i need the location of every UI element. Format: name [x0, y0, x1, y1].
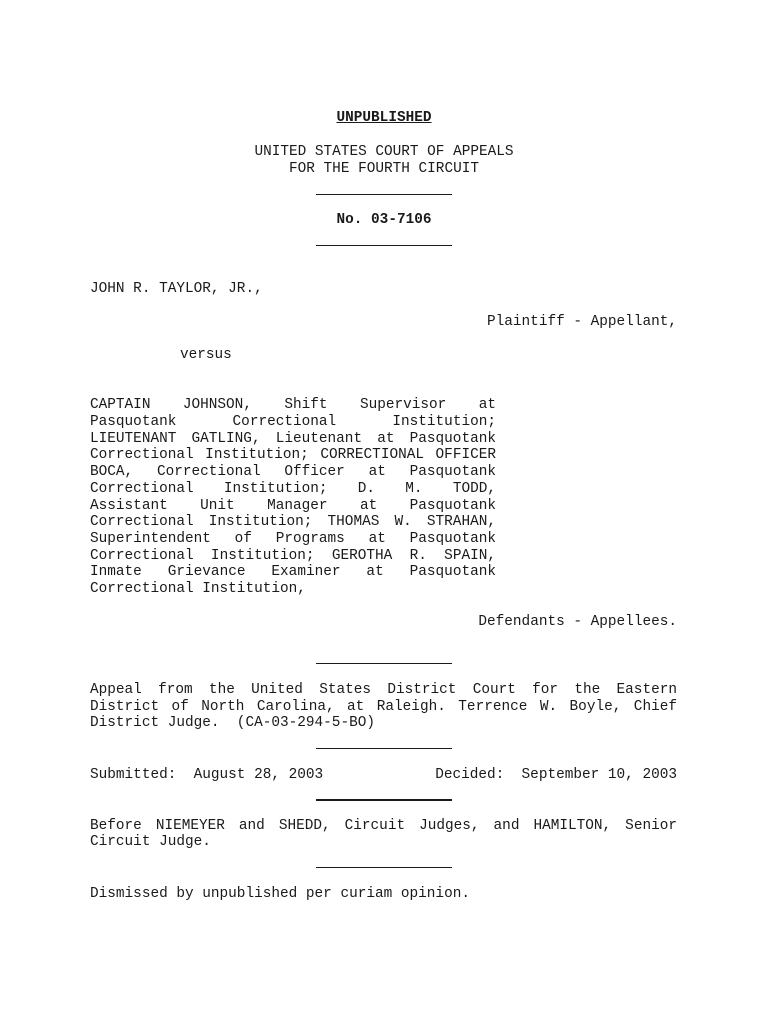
defendant-line: Pasquotank Correctional Institution; [90, 414, 496, 430]
defendant-line: Correctional Institution; GEROTHA R. SPAIN, [90, 548, 496, 564]
court-name-line1: UNITED STATES COURT OF APPEALS [254, 144, 514, 160]
submitted-date: Submitted: August 28, 2003 [90, 767, 324, 783]
defendant-line: BOCA, Correctional Officer at Pasquotank [90, 464, 496, 480]
appeal-line-last: District Judge. (CA-03-294-5-BO) [90, 715, 375, 731]
section-divider-3 [316, 799, 452, 801]
panel-line: Before NIEMEYER and SHEDD, Circuit Judges, and HAMILTON, Senior [90, 818, 677, 834]
plaintiff-role: Plaintiff - Appellant, [487, 314, 677, 330]
section-divider-4 [316, 867, 452, 868]
appeal-line: District of North Carolina, at Raleigh. Terrence W. Boyle, Chief [90, 699, 677, 715]
defendant-line: Inmate Grievance Examiner at Pasquotank [90, 564, 496, 580]
section-divider-2 [316, 748, 452, 749]
defendant-line: Superintendent of Programs at Pasquotank [90, 531, 496, 547]
header-divider-1 [316, 194, 452, 195]
case-number: No. 03-7106 [336, 212, 432, 228]
defendant-line: Assistant Unit Manager at Pasquotank [90, 498, 496, 514]
section-divider-1 [316, 663, 452, 664]
defendant-line: LIEUTENANT GATLING, Lieutenant at Pasquotank [90, 431, 496, 447]
panel-line-last: Circuit Judge. [90, 834, 211, 850]
appeal-line: Appeal from the United States District Court for the Eastern [90, 682, 677, 698]
court-name-line2: FOR THE FOURTH CIRCUIT [289, 161, 479, 177]
header-divider-2 [316, 245, 452, 246]
defendant-line: Correctional Institution; D. M. TODD, [90, 481, 496, 497]
defendant-line-last: Correctional Institution, [90, 581, 306, 597]
defendant-line: CAPTAIN JOHNSON, Shift Supervisor at [90, 397, 496, 413]
disposition: Dismissed by unpublished per curiam opinion. [90, 886, 470, 902]
defendant-line: Correctional Institution; CORRECTIONAL OFFICER [90, 447, 496, 463]
versus-label: versus [180, 347, 232, 363]
unpublished-heading: UNPUBLISHED [336, 110, 432, 126]
decided-date: Decided: September 10, 2003 [435, 767, 677, 783]
defendant-line: Correctional Institution; THOMAS W. STRAHAN, [90, 514, 496, 530]
plaintiff-name: JOHN R. TAYLOR, JR., [90, 281, 263, 297]
defendant-role: Defendants - Appellees. [478, 614, 677, 630]
